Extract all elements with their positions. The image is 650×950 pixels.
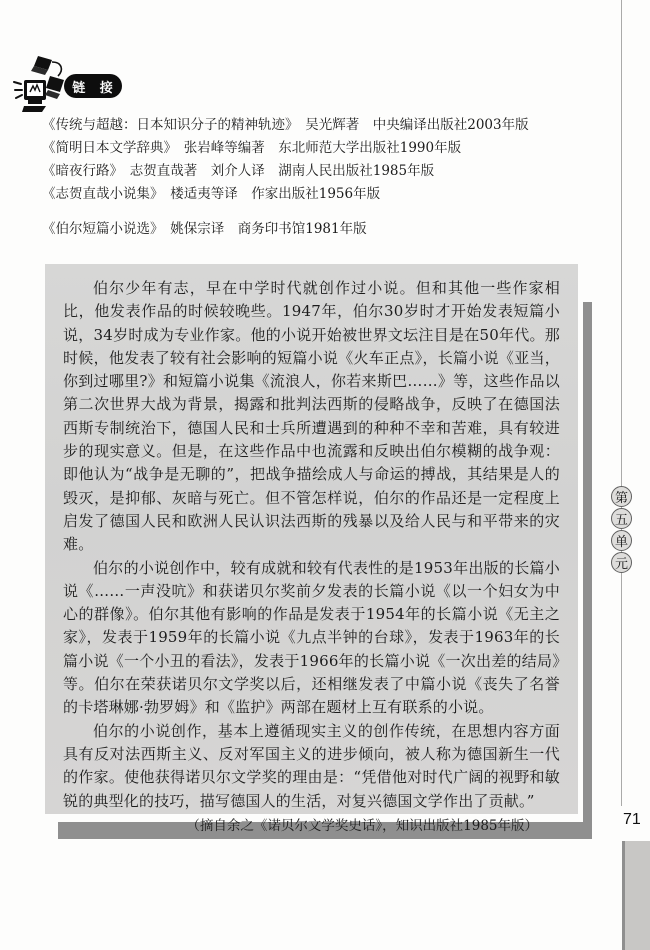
link-section-label: 链 接 [72, 80, 118, 96]
unit-char: 元 [611, 552, 632, 573]
unit-char: 五 [611, 508, 632, 529]
unit-char: 单 [611, 530, 632, 551]
link-header [12, 54, 142, 120]
passage-attribution: （摘自余之《诺贝尔文学奖史话》，知识出版社1985年版） [186, 817, 538, 834]
page-number: 71 [623, 811, 641, 828]
bibliography-entry: 《简明日本文学辞典》 张岩峰等编著 东北师范大学出版社1990年版 [42, 140, 462, 156]
reading-passage-box [45, 264, 578, 834]
bibliography-entry: 《志贺直哉小说集》 楼适夷等译 作家出版社1956年版 [42, 186, 381, 202]
corner-tab-block [622, 841, 650, 950]
passage-paragraph: 伯尔的小说创作，基本上遵循现实主义的创作传统，在思想内容方面具有反对法西斯主义、反对军国主义的进步倾向，被人称为德国新生一代的作家。使他获得诺贝尔文学奖的理由是：“凭借他对时代广阔的视野和敏锐的典型化的技巧，描写德国人的生活，对复兴德国文学作出了贡献。” [63, 721, 560, 810]
bibliography-entry: 《传统与超越：日本知识分子的精神轨迹》 吴光辉著 中央编译出版社2003年版 [42, 117, 529, 133]
bibliography-list [42, 114, 582, 241]
reading-box-shadow-right [583, 302, 592, 839]
unit-char: 第 [611, 486, 632, 507]
unit-tab [611, 486, 632, 573]
link-section-badge [64, 74, 122, 98]
bibliography-entry: 《暗夜行路》 志贺直哉著 刘介人译 湖南人民出版社1985年版 [42, 163, 435, 179]
passage-paragraph: 伯尔的小说创作中，较有成就和较有代表性的是1953年出版的长篇小说《……一声没吭》和获诺贝尔奖前夕发表的长篇小说《以一个妇女为中心的群像》。伯尔其他有影响的作品是发表于1954年的长篇小说《无主之家》，发表于1959年的长篇小说《九点半钟的台球》，发表于1963年的长篇小说《一个小丑的看法》，发表于1966年的长篇小说《一次出差的结局》等。伯尔在荣获诺贝尔文学奖以后，还相继发表了中篇小说《丧失了名誉的卡塔琳娜·勃罗姆》和《监护》两部在题材上互有联系的小说。 [63, 558, 560, 717]
bibliography-entry: 《伯尔短篇小说选》 姚保宗译 商务印书馆1981年版 [42, 221, 367, 237]
passage-paragraph: 伯尔少年有志，早在中学时代就创作过小说。但和其他一些作家相比，他发表作品的时候较晚些。1947年，伯尔30岁时才开始发表短篇小说，34岁时成为专业作家。他的小说开始被世界文坛注目是在50年代。那时候，他发表了较有社会影响的短篇小说《火车正点》，长篇小说《亚当，你到过哪里?》和短篇小说集《流浪人，你若来斯巴……》等，这些作品以第二次世界大战为背景，揭露和批判法西斯的侵略战争，反映了在德国法西斯专制统治下，德国人民和士兵所遭遇到的种种不幸和苦难，具有较进步的现实意义。但是，在这些作品中也流露和反映出伯尔模糊的战争观：即他认为“战争是无聊的”，把战争描绘成人与命运的搏战，其结果是人的毁灭，是抑郁、灰暗与死亡。但不管怎样说，伯尔的作品还是一定程度上启发了德国人民和欧洲人民认识法西斯的残暴以及给人民与和平带来的灾难。 [63, 279, 560, 554]
right-margin-rule [621, 0, 622, 806]
